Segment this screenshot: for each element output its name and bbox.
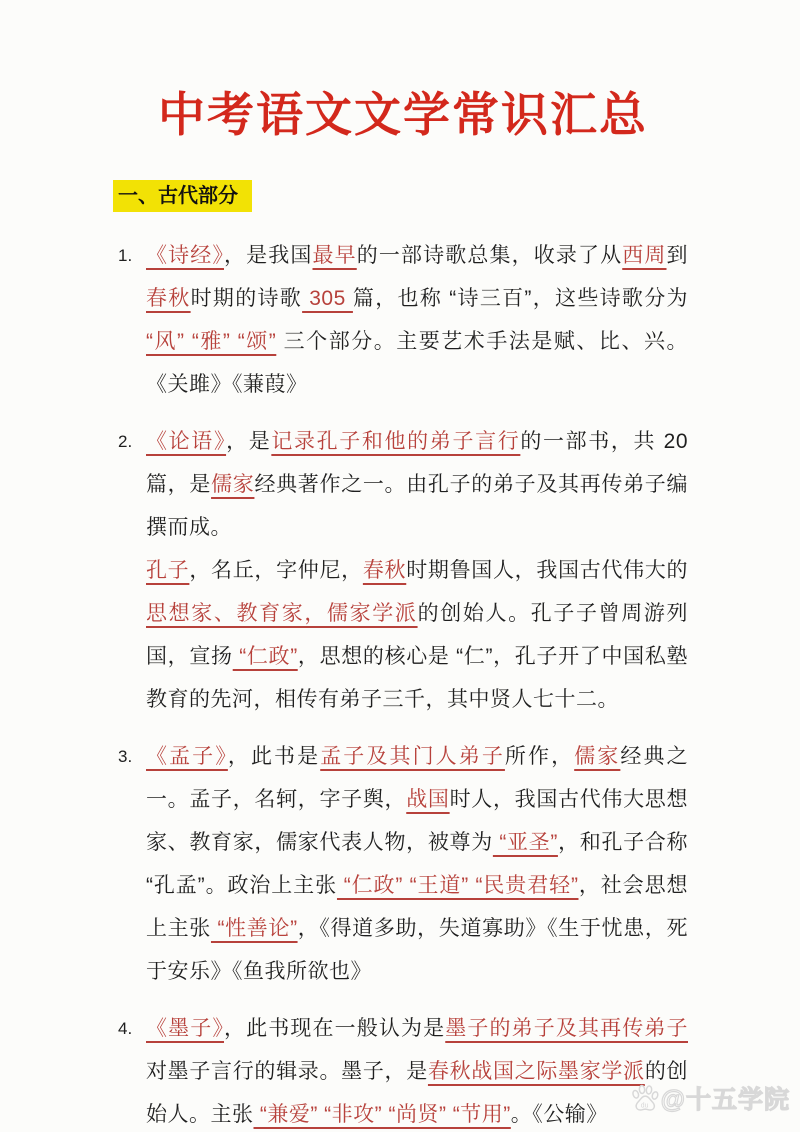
numbered-list: [118, 234, 688, 1132]
highlighted-text-segment: 记录孔子和他的弟子言行: [271, 430, 521, 453]
highlighted-text-segment: “兼爱” “非攻” “尚贤” “节用”: [253, 1103, 511, 1126]
text-segment: 对墨子言行的辑录。墨子，是: [146, 1060, 428, 1083]
text-segment: 篇，也称 “诗三百”，这些诗歌分为: [352, 287, 689, 310]
highlighted-text-segment: 《墨子》: [146, 1017, 224, 1040]
section-header-ancient-part: 一、古代部分: [113, 180, 252, 212]
text-segment: ，是: [226, 430, 272, 453]
highlighted-text-segment: 《论语》: [146, 430, 227, 453]
highlighted-text-segment: 墨子的弟子及其再传弟子: [445, 1017, 688, 1040]
highlighted-text-segment: 孟子及其门人弟子: [320, 745, 505, 768]
text-segment: 经典之一。孟子，名轲，字子舆，: [146, 745, 689, 811]
text-segment: ，社会思想上主张: [146, 874, 688, 940]
item-paragraph: [146, 234, 688, 406]
baidu-paw-icon: [630, 1083, 660, 1113]
text-segment: 时人，我国古代伟大思想家、教育家，儒家代表人物，被尊为: [146, 788, 688, 854]
highlighted-text-segment: 孔子: [146, 559, 190, 582]
page-title: 中考语文文学常识汇总: [158, 90, 648, 142]
item-text: [146, 735, 688, 993]
item-text: [146, 234, 688, 406]
document-content: [0, 86, 800, 1132]
item-paragraph: [146, 1007, 688, 1132]
list-item: [118, 420, 688, 721]
text-segment: 所作，: [504, 745, 575, 768]
highlighted-text-segment: “仁政”: [232, 645, 298, 668]
text-segment: ，《得道多助，失道寡助》《生于忧患，死于安乐》《鱼我所欲也》: [146, 917, 688, 983]
text-segment: 到: [666, 244, 688, 267]
item-text: [146, 1007, 688, 1132]
item-text: [146, 420, 688, 721]
text-segment: 的创始人。主张: [146, 1060, 688, 1126]
text-segment: 经典著作之一。由孔子的弟子及其再传弟子编撰而成。: [146, 473, 688, 539]
text-segment: ，此书是: [227, 745, 321, 768]
text-segment: ，此书现在一般认为是: [224, 1017, 446, 1040]
highlighted-text-segment: “性善论”: [210, 917, 298, 940]
text-segment: ，是我国: [224, 244, 313, 267]
svg-text:du: du: [640, 1102, 648, 1110]
highlighted-text-segment: 儒家: [574, 745, 621, 768]
list-item: [118, 735, 688, 993]
highlighted-text-segment: 305: [302, 287, 353, 310]
highlighted-text-segment: 春秋: [146, 287, 191, 310]
text-segment: 。《公输》: [510, 1103, 608, 1126]
watermark-text: @十五学院: [660, 1086, 790, 1114]
text-segment: 的一部诗歌总集，收录了从: [356, 244, 623, 267]
highlighted-text-segment: 《孟子》: [146, 745, 228, 768]
highlighted-text-segment: 西周: [622, 244, 667, 267]
text-segment: ，名丘，字仲尼，: [189, 559, 363, 582]
text-segment: 的创始人。孔子子曾周游列国，宣扬: [146, 602, 689, 668]
text-segment: 的一部书，共 20 篇，是: [146, 430, 689, 496]
list-item: [118, 234, 688, 406]
highlighted-text-segment: “亚圣”: [492, 831, 558, 854]
item-paragraph: [146, 549, 688, 721]
list-item: [118, 1007, 688, 1132]
watermark: [630, 1080, 790, 1116]
highlighted-text-segment: 《诗经》: [146, 244, 224, 267]
highlighted-text-segment: 儒家: [211, 473, 255, 496]
highlighted-text-segment: 思想家、教育家，儒家学派: [146, 602, 418, 625]
item-number: 2.: [118, 432, 133, 451]
highlighted-text-segment: “仁政” “王道” “民贵君轻”: [336, 874, 579, 897]
highlighted-text-segment: 春秋战国之际墨家学派: [427, 1060, 645, 1083]
item-paragraph: [146, 420, 688, 549]
item-paragraph: [146, 735, 688, 993]
highlighted-text-segment: 最早: [312, 244, 357, 267]
highlighted-text-segment: 春秋: [362, 559, 407, 582]
highlighted-text-segment: 战国: [406, 788, 450, 811]
item-number: 3.: [118, 747, 133, 766]
highlighted-text-segment: “风” “雅” “颂”: [146, 330, 277, 353]
text-segment: ，思想的核心是 “仁”，孔子开了中国私塾教育的先河，相传有弟子三千，其中贤人七十二。: [146, 645, 688, 711]
text-segment: 时期鲁国人，我国古代伟大的: [406, 559, 688, 582]
item-number: 4.: [118, 1019, 133, 1038]
text-segment: 时期的诗歌: [190, 287, 303, 310]
text-segment: 三个部分。主要艺术手法是赋、比、兴。《关雎》《蒹葭》: [146, 330, 688, 396]
item-number: 1.: [118, 246, 133, 265]
text-segment: ，和孔子合称 “孔孟”。政治上主张: [146, 831, 688, 897]
